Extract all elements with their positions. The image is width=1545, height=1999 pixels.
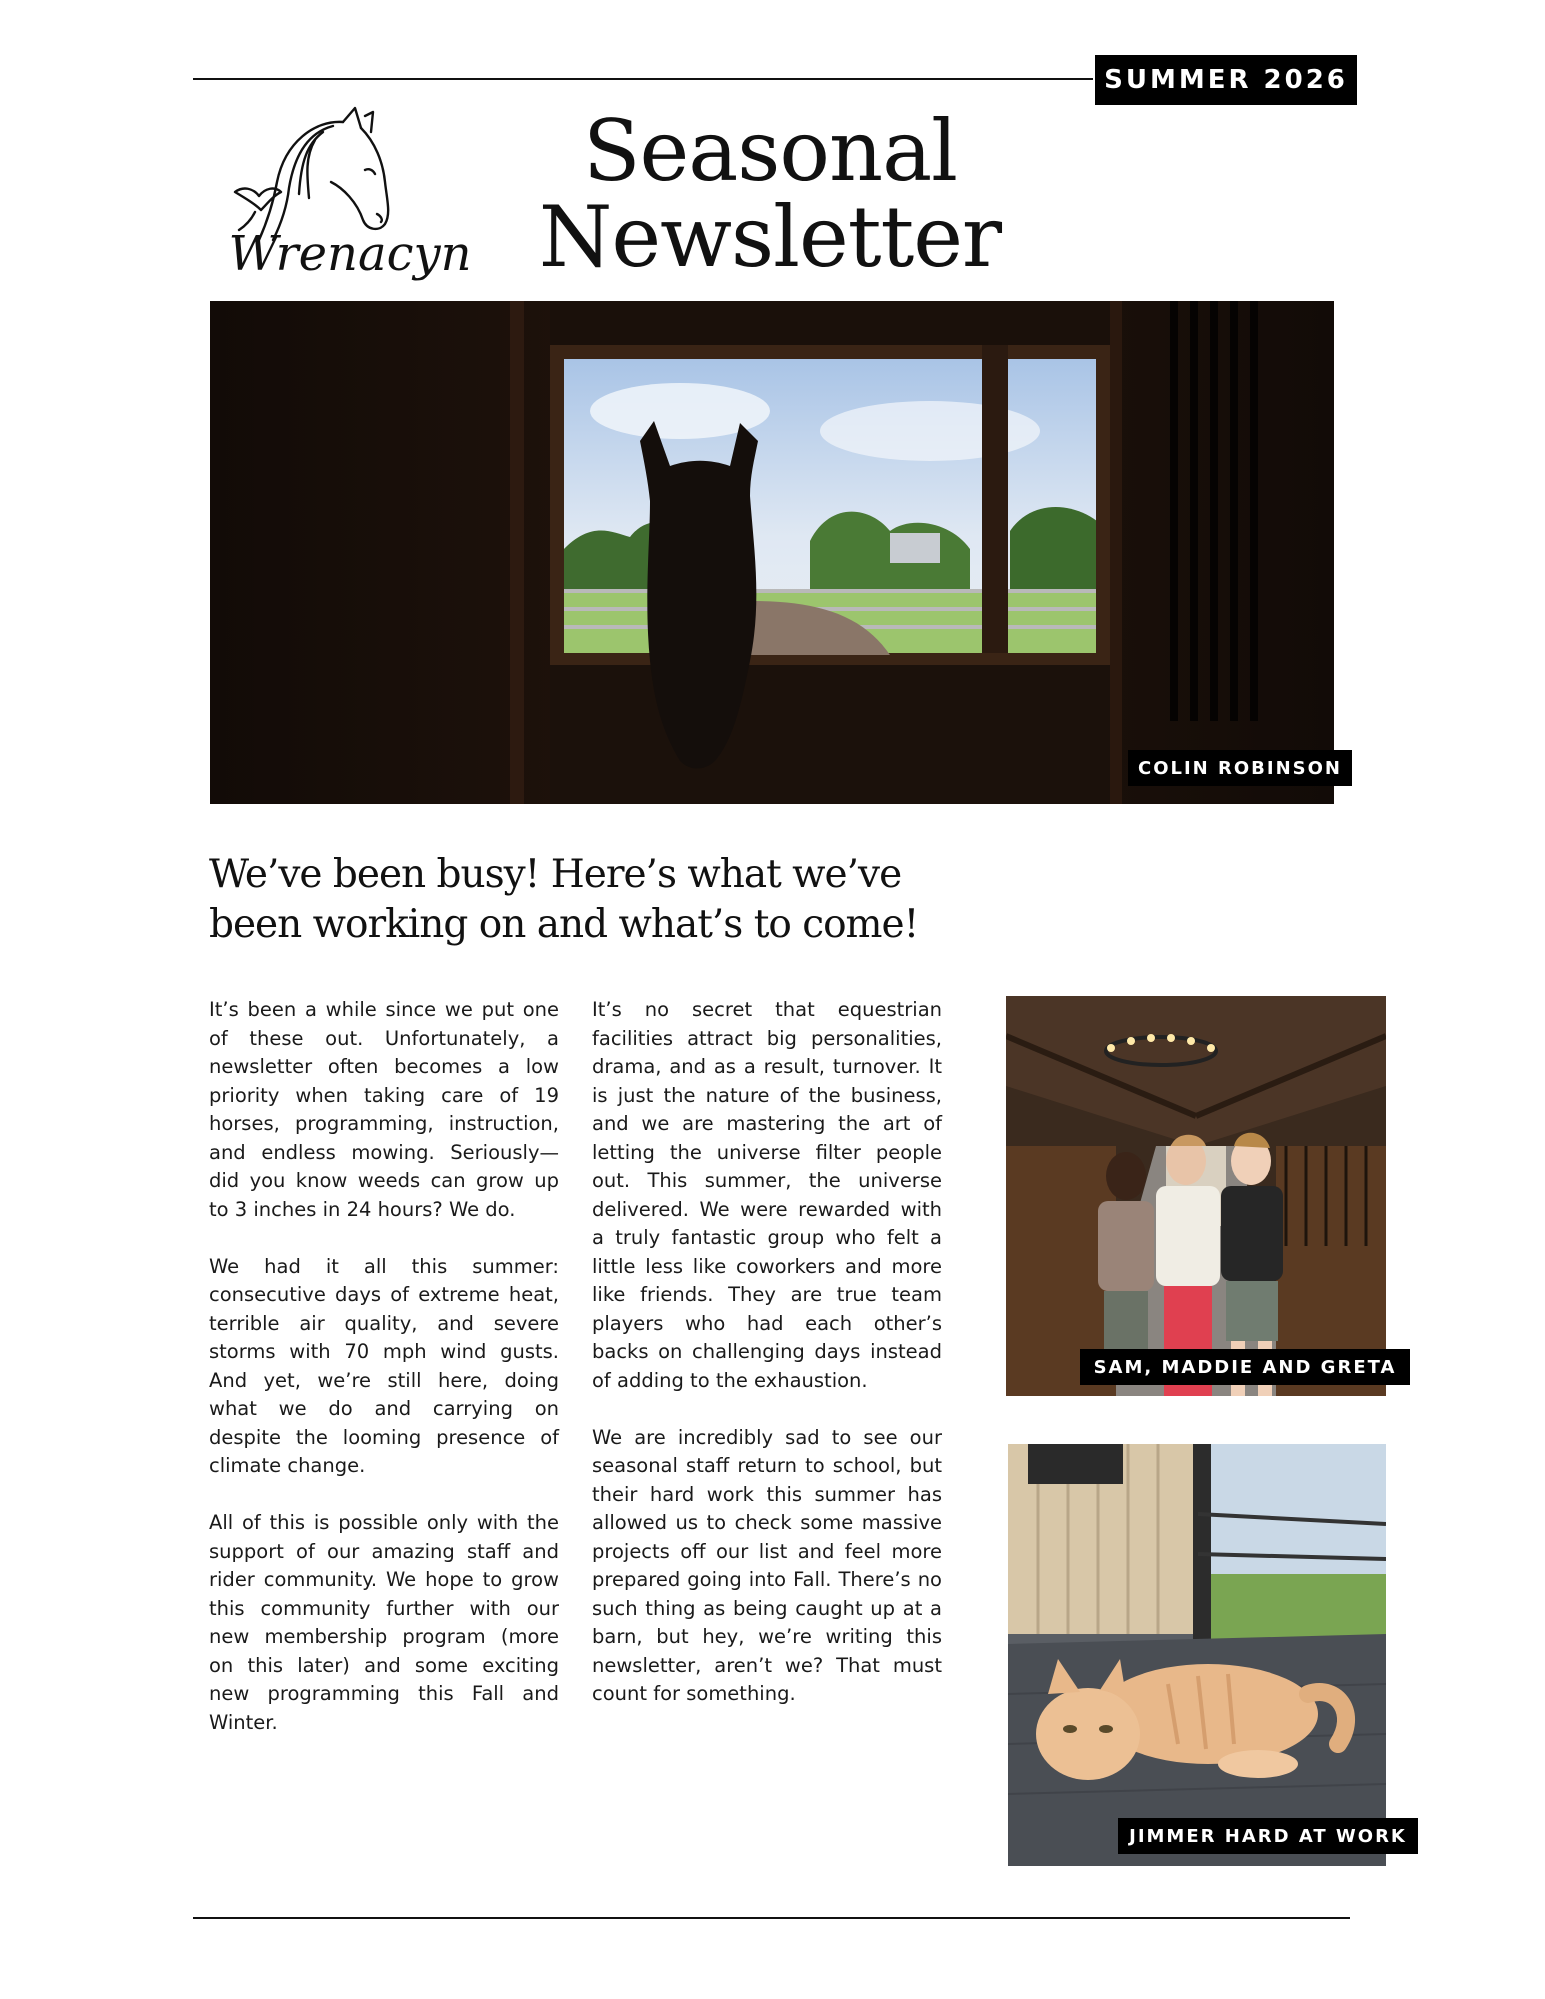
cat-photo [1008, 1444, 1386, 1866]
headline-line-2: been working on and what’s to come! [209, 902, 919, 947]
title-line-1: Seasonal [582, 102, 958, 200]
article-column-1 [209, 996, 559, 1737]
headline-line-1: We’ve been busy! Here’s what we’ve [209, 852, 902, 897]
title-line-2: Newsletter [538, 188, 1002, 286]
paragraph: All of this is possible only with the support of our amazing staff and rider community. We hope to grow this community further with our new membership program (more on this later) and some exciting new programming this Fall and Winter. [209, 1511, 559, 1734]
staff-photo-caption: SAM, MADDIE AND GRETA [1080, 1349, 1410, 1385]
article-column-2 [592, 996, 942, 1709]
bottom-rule [193, 1917, 1350, 1919]
staff-photo [1006, 996, 1386, 1396]
page-title [520, 102, 1020, 286]
hero-photo [210, 301, 1334, 804]
cat-photo-caption: JIMMER HARD AT WORK [1118, 1818, 1418, 1854]
top-rule [193, 78, 1093, 80]
hero-caption: COLIN ROBINSON [1128, 750, 1352, 786]
paragraph: It’s no secret that equestrian facilities attract big personalities, drama, and as a result, turnover. It is just the nature of the business, and we are mastering the art of letting the universe filter people out. This summer, the universe delivered. We were rewarded with a truly fantastic group who felt a little less like coworkers and more like friends. They are true team players who had each other’s backs on challenging days instead of adding to the exhaustion. [592, 998, 942, 1392]
horse-head-logo-icon [215, 102, 475, 287]
paragraph: It’s been a while since we put one of these out. Unfortunately, a newsletter often becomes a low priority when taking care of 19 horses, programming, instruction, and endless mowing. Seriously—did you know weeds can grow up to 3 inches in 24 hours? We do. [209, 998, 559, 1221]
logo-text: Wrenacyn [228, 226, 472, 282]
paragraph: We are incredibly sad to see our seasonal staff return to school, but their hard work this summer has allowed us to check some massive projects off our list and feel more prepared going into Fall. There’s no such thing as being caught up at a barn, but hey, we’re writing this newsletter, aren’t we? That must count for something. [592, 1425, 942, 1705]
paragraph: We had it all this summer: consecutive days of extreme heat, terrible air quality, and severe storms with 70 mph wind gusts. And yet, we’re still here, doing what we do and carrying on despite the looming presence of climate change. [209, 1254, 559, 1477]
season-badge: SUMMER 2026 [1095, 55, 1357, 105]
section-headline [209, 850, 929, 950]
